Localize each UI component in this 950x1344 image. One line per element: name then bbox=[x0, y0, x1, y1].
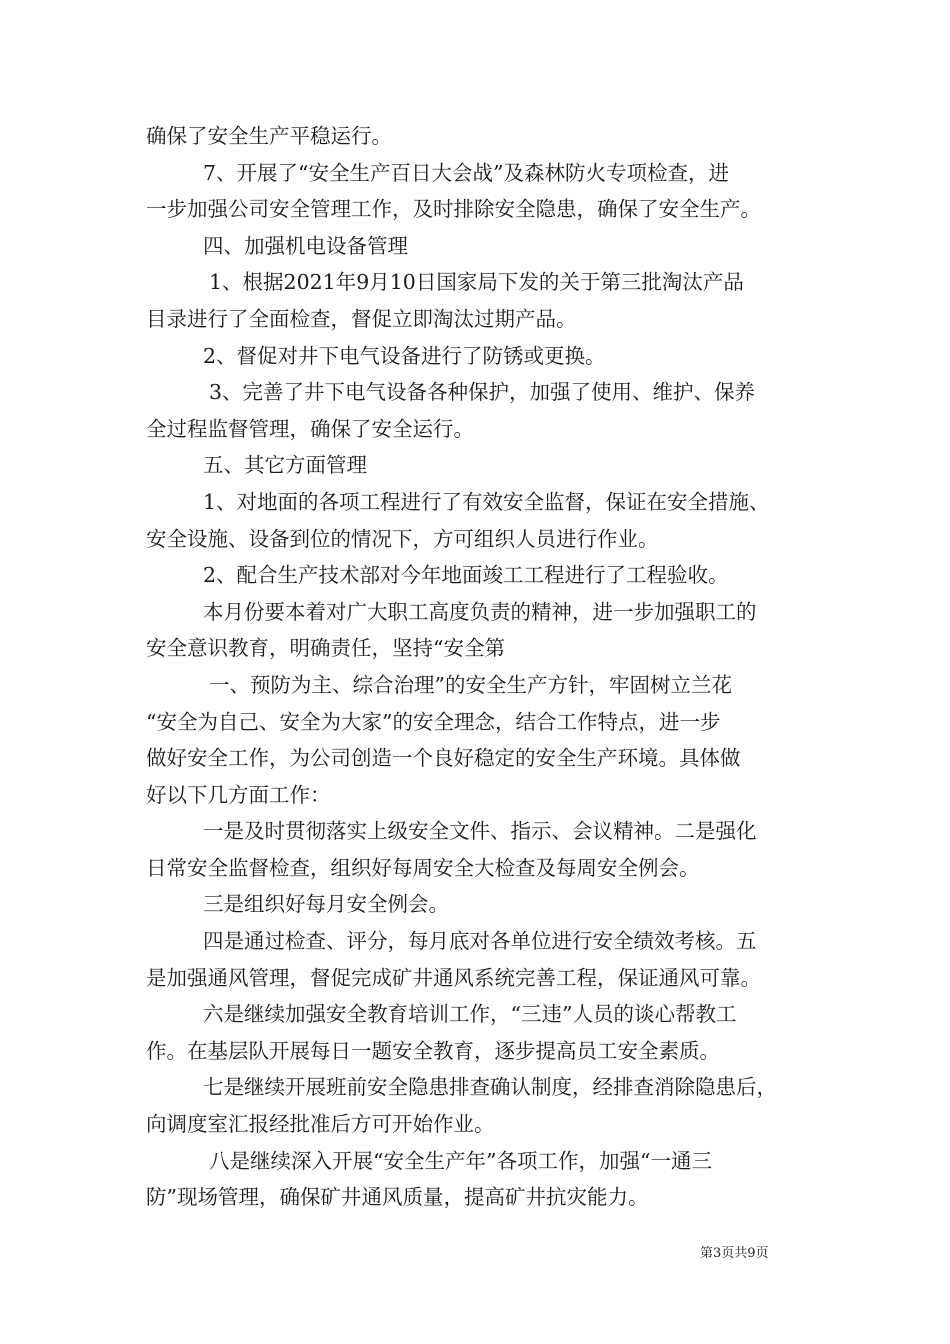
text-line: 3、完善了井下电气设备各种保护，加强了使用、维护、保养 bbox=[209, 380, 756, 405]
text-line: 防”现场管理，确保矿井通风质量，提高矿井抗灾能力。 bbox=[146, 1185, 649, 1210]
text-line: 全过程监督管理，确保了安全运行。 bbox=[146, 416, 474, 441]
text-line: 是加强通风管理，督促完成矿井通风系统完善工程，保证通风可靠。 bbox=[146, 965, 761, 990]
text-line: 2、督促对井下电气设备进行了防锈或更换。 bbox=[203, 343, 606, 368]
section-heading: 五、其它方面管理 bbox=[203, 453, 367, 478]
text-line: 日常安全监督检查，组织好每周安全大检查及每周安全例会。 bbox=[146, 855, 700, 880]
text-line: 1、对地面的各项工程进行了有效安全监督，保证在安全措施、 bbox=[203, 489, 770, 514]
text-line: “安全为自己、安全为大家”的安全理念，结合工作特点，进一步 bbox=[146, 709, 721, 734]
text-line: 六是继续加强安全教育培训工作，“三违”人员的谈心帮教工 bbox=[203, 1002, 737, 1027]
text-line: 2、配合生产技术部对今年地面竣工工程进行了工程验收。 bbox=[203, 563, 729, 588]
text-line: 七是继续开展班前安全隐患排查确认制度，经排查消除隐患后， bbox=[203, 1075, 777, 1100]
text-line: 安全意识教育，明确责任，坚持“安全第 bbox=[146, 636, 505, 661]
text-line: 安全设施、设备到位的情况下，方可组织人员进行作业。 bbox=[146, 526, 659, 551]
text-line: 好以下几方面工作： bbox=[146, 782, 331, 807]
document-body bbox=[146, 118, 826, 1216]
text-line: 四是通过检查、评分，每月底对各单位进行安全绩效考核。五 bbox=[203, 929, 757, 954]
text-line: 三是组织好每月安全例会。 bbox=[203, 892, 449, 917]
text-line: 作。在基层队开展每日一题安全教育，逐步提高员工安全素质。 bbox=[146, 1038, 720, 1063]
text-line: 一是及时贯彻落实上级安全文件、指示、会议精神。二是强化 bbox=[203, 819, 757, 844]
page-number: 第3页共9页 bbox=[700, 1246, 769, 1261]
text-line: 做好安全工作，为公司创造一个良好稳定的安全生产环境。具体做 bbox=[146, 746, 741, 771]
section-heading: 四、加强机电设备管理 bbox=[203, 233, 408, 258]
text-line: 确保了安全生产平稳运行。 bbox=[146, 124, 392, 148]
text-line: 7、开展了“安全生产百日大会战”及森林防火专项检查，进 bbox=[203, 160, 730, 185]
text-line: 八是继续深入开展“安全生产年”各项工作，加强“一通三 bbox=[209, 1148, 712, 1173]
text-line: 一、预防为主、综合治理”的安全生产方针，牢固树立兰花 bbox=[209, 672, 732, 697]
text-line: 向调度室汇报经批准后方可开始作业。 bbox=[146, 1112, 495, 1137]
text-line: 一步加强公司安全管理工作，及时排除安全隐患，确保了安全生产。 bbox=[146, 197, 761, 222]
text-line: 目录进行了全面检查，督促立即淘汰过期产品。 bbox=[146, 306, 577, 331]
text-line: 1、根据2021年9月10日国家局下发的关于第三批淘汰产品 bbox=[209, 270, 744, 295]
text-line: 本月份要本着对广大职工高度负责的精神，进一步加强职工的 bbox=[203, 599, 757, 624]
